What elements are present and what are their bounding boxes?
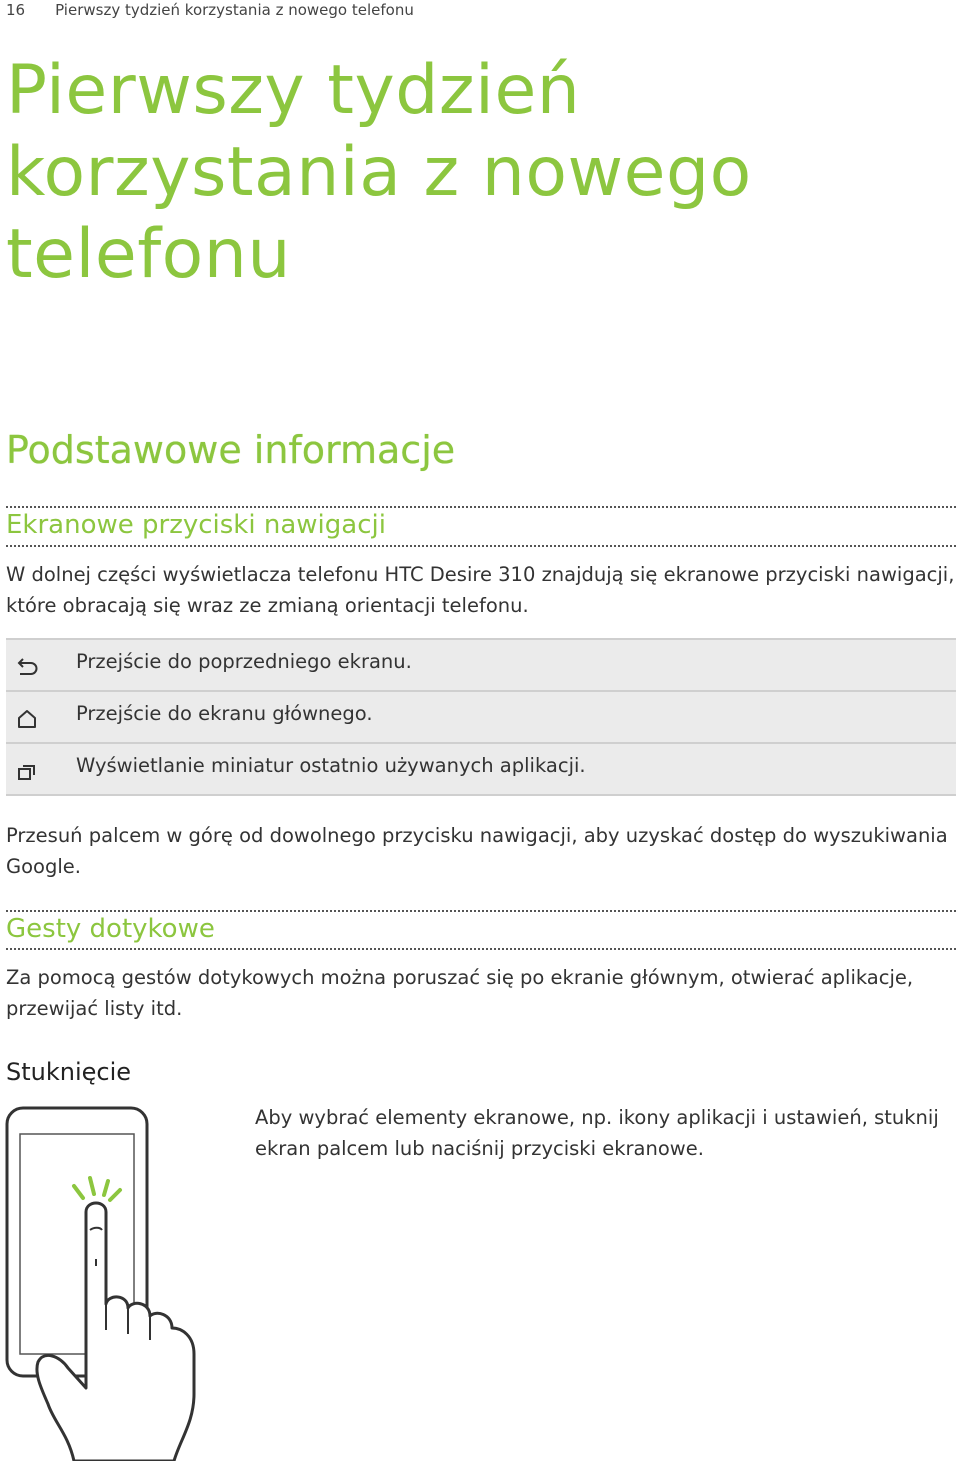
row-description: Przejście do poprzedniego ekranu. — [76, 650, 412, 673]
page-number: 16 — [6, 1, 26, 19]
divider — [6, 948, 956, 950]
subsection-title: Gesty dotykowe — [6, 914, 215, 944]
tap-gesture-illustration — [4, 1104, 204, 1461]
divider — [6, 910, 956, 912]
paragraph: Za pomocą gestów dotykowych można poruszać się po ekranie głównym, otwierać aplikacje, przewijać listy itd. — [6, 966, 914, 1020]
divider — [6, 506, 956, 508]
row-description: Wyświetlanie miniatur ostatnio używanych aplikacji. — [76, 754, 586, 777]
section-title: Podstawowe informacje — [6, 428, 456, 472]
table-row — [6, 640, 956, 692]
table-row — [6, 744, 956, 796]
back-arrow-icon — [14, 654, 40, 680]
tap-heading: Stuknięcie — [6, 1058, 132, 1086]
chapter-title-line: telefonu — [6, 215, 291, 294]
chapter-title-line: Pierwszy tydzień — [6, 51, 581, 130]
page-header — [6, 0, 414, 20]
recent-apps-icon — [14, 758, 40, 784]
row-description: Przejście do ekranu głównego. — [76, 702, 373, 725]
home-icon — [14, 706, 40, 732]
paragraph: Przesuń palcem w górę od dowolnego przycisku nawigacji, aby uzyskać dostęp do wyszukiwania Google. — [6, 824, 948, 878]
table-row — [6, 692, 956, 744]
divider — [6, 545, 956, 547]
paragraph: Aby wybrać elementy ekranowe, np. ikony aplikacji i ustawień, stuknij ekran palcem lub naciśnij przyciski ekranowe. — [255, 1106, 939, 1160]
running-title: Pierwszy tydzień korzystania z nowego telefonu — [55, 1, 414, 19]
chapter-title — [6, 50, 906, 296]
chapter-title-line: korzystania z nowego — [6, 133, 752, 212]
subsection-title: Ekranowe przyciski nawigacji — [6, 510, 386, 540]
paragraph: W dolnej części wyświetlacza telefonu HTC Desire 310 znajdują się ekranowe przyciski nawigacji, które obracają się wraz ze zmianą orientacji telefonu. — [6, 563, 955, 617]
